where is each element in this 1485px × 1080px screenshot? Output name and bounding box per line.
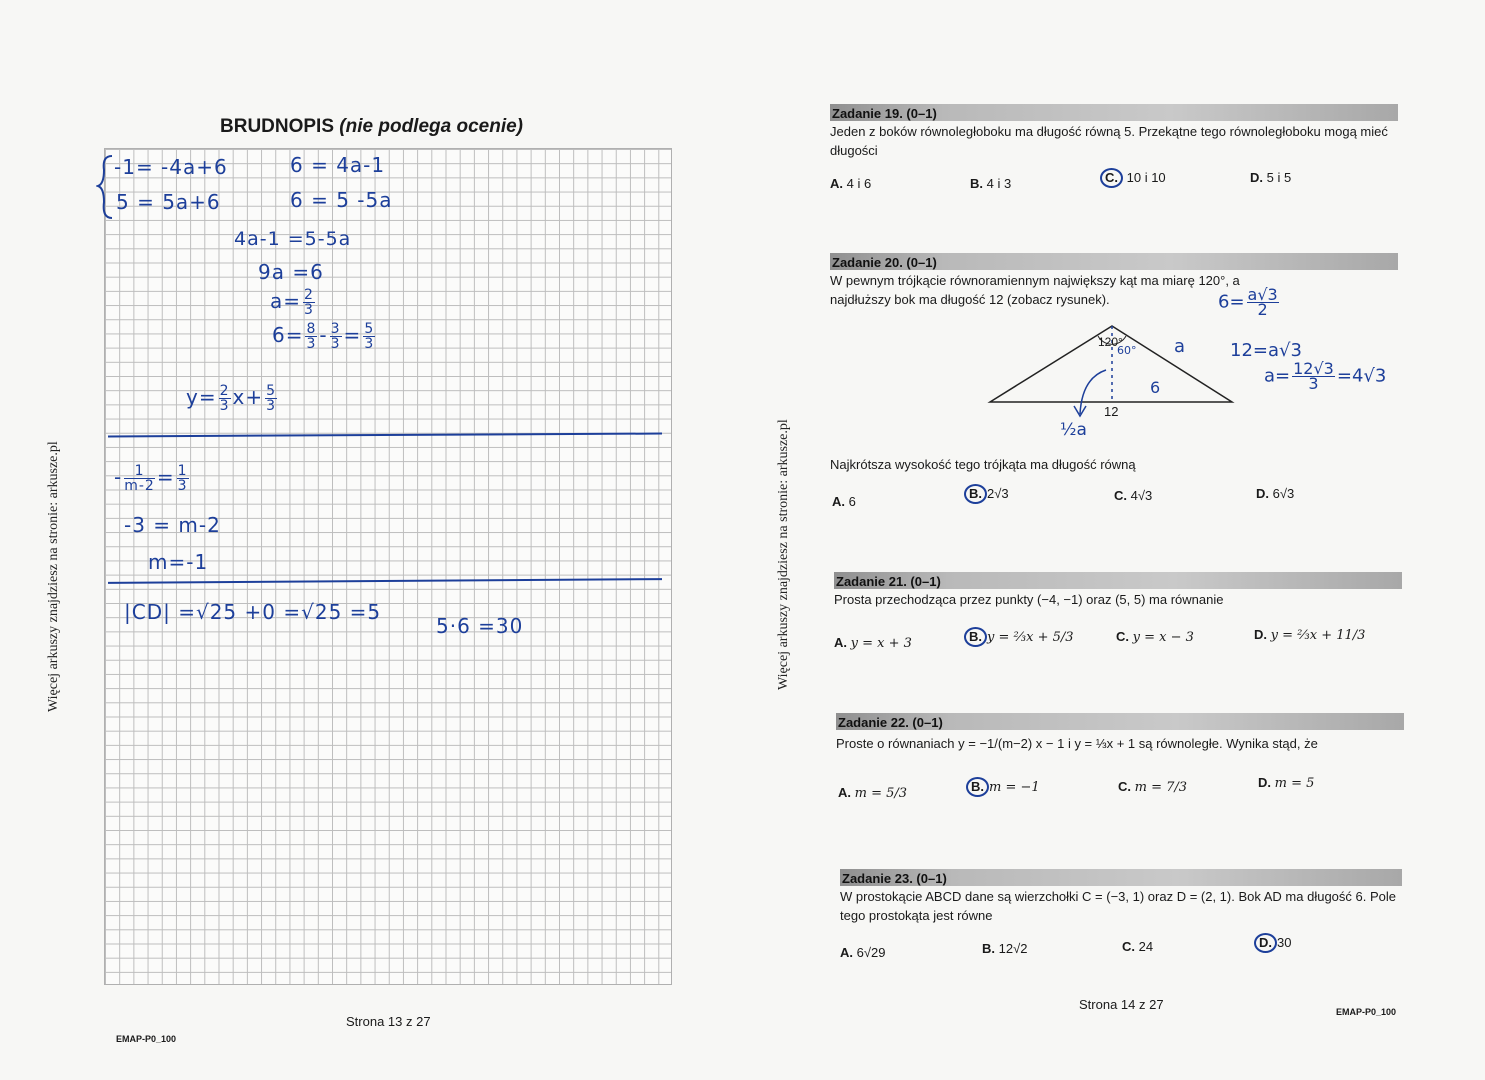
task-21 — [834, 572, 1402, 663]
answer-23-b-value: 12√2 — [998, 941, 1028, 956]
answer-23-b[interactable] — [982, 939, 1027, 958]
eq6-d1: 3 — [306, 336, 317, 352]
eq6-d3: 3 — [364, 336, 375, 352]
answer-19-a-value: 4 i 6 — [846, 176, 872, 191]
task-20-text: W pewnym trójkącie równoramiennym największy kąt ma miarę 120°, a najdłuższy bok ma długość 12 (zobacz rysunek). — [830, 273, 1240, 307]
answer-23-c[interactable] — [1122, 937, 1153, 956]
answer-22-a[interactable] — [838, 783, 907, 803]
answer-20-b[interactable] — [964, 484, 1009, 504]
figure-height-label: ½a — [1060, 420, 1087, 440]
answer-22-c-letter: C. — [1118, 779, 1131, 794]
task-20-question: Najkrótsza wysokość tego trójkąta ma długość równą — [830, 457, 1136, 472]
answer-19-c-letter: C. — [1100, 168, 1123, 188]
answer-23-a[interactable] — [840, 943, 885, 962]
answer-20-c-value: 4√3 — [1130, 488, 1153, 503]
height-arrow-path — [1080, 370, 1106, 414]
answer-21-d-letter: D. — [1254, 627, 1267, 642]
answer-19-b-value: 4 i 3 — [986, 176, 1012, 191]
line-n1: 2 — [219, 383, 230, 399]
task-23 — [840, 869, 1402, 973]
answer-19-d-letter: D. — [1250, 170, 1263, 185]
answer-21-c-value: y = x − 3 — [1132, 630, 1194, 645]
calc-l1-lhs: 6= — [1218, 291, 1245, 313]
side-note-left: Więcej arkuszy znajdziesz na stronie: arkusze.pl — [46, 441, 61, 712]
m-equation-3: m=-1 — [148, 550, 209, 574]
answer-23-c-letter: C. — [1122, 939, 1135, 954]
answer-21-d-value: y = ⅔x + 11/3 — [1270, 628, 1366, 643]
line-n2: 5 — [266, 383, 277, 399]
eq6-op: - — [319, 323, 328, 347]
m1-num: 1 — [124, 464, 155, 479]
eq6-frac-3 — [363, 322, 375, 351]
answer-20-c[interactable] — [1114, 486, 1152, 505]
draft-title — [220, 116, 523, 138]
answer-21-c[interactable] — [1116, 627, 1194, 647]
task-23-answers — [840, 935, 1402, 973]
answer-19-c[interactable] — [1100, 168, 1166, 188]
line-frac-1 — [219, 384, 231, 413]
system-eq-1: -1= -4a+6 — [114, 155, 228, 179]
task-19-header: Zadanie 19. (0–1) — [830, 104, 1398, 121]
answer-22-c[interactable] — [1118, 777, 1187, 797]
right-page — [742, 0, 1485, 1080]
footer-code-left: EMAP-P0_100 — [116, 1034, 177, 1044]
task-21-answers — [834, 627, 1402, 663]
page-number-left: Strona 13 z 27 — [346, 1014, 431, 1029]
task-20 — [830, 253, 1398, 309]
task-19-text: Jeden z boków równoległoboku ma długość równą 5. Przekątne tego równoległoboku mogą mieć długości — [830, 124, 1388, 158]
figure-side-a: a — [1174, 336, 1186, 357]
calc-l3-frac — [1292, 359, 1335, 393]
answer-19-c-value: 10 i 10 — [1126, 170, 1166, 185]
line-equation — [186, 384, 279, 413]
eq5-frac — [303, 288, 315, 317]
cd-length: |CD| =√25 +0 =√25 =5 — [124, 600, 382, 624]
answer-22-d-value: m = 5 — [1274, 776, 1315, 791]
m1-rden: 3 — [177, 478, 188, 494]
answer-21-a-letter: A. — [834, 635, 847, 650]
eq6-n3: 5 — [364, 321, 375, 337]
line-d1: 3 — [219, 398, 230, 414]
work-eq-4: 9a =6 — [258, 260, 324, 284]
m1-frac-left — [124, 464, 155, 493]
answer-19-b-letter: B. — [970, 176, 983, 191]
m-equation-1 — [114, 464, 191, 493]
footer-code-right: EMAP-P0_100 — [1336, 1007, 1397, 1017]
work-eq-3: 4a-1 =5-5a — [234, 228, 352, 250]
line-x: x+ — [232, 385, 264, 409]
answer-23-d[interactable] — [1254, 933, 1291, 953]
system-brace-icon — [96, 152, 116, 222]
draft-title-main: BRUDNOPIS — [220, 116, 335, 137]
calc-l3-den: 3 — [1308, 374, 1319, 393]
figure-seg-6: 6 — [1150, 378, 1161, 397]
m1-rnum: 1 — [177, 463, 188, 479]
side-note-right: Więcej arkuszy znajdziesz na stronie: arkusze.pl — [776, 419, 791, 690]
eq6-lhs: 6= — [272, 323, 304, 347]
answer-21-b-value: y = ⅔x + 5/3 — [987, 630, 1074, 645]
answer-19-a-letter: A. — [830, 176, 843, 191]
answer-22-c-value: m = 7/3 — [1134, 780, 1188, 795]
task-20-header: Zadanie 20. (0–1) — [830, 253, 1398, 270]
answer-20-d-value: 6√3 — [1272, 486, 1295, 501]
answer-21-a-value: y = x + 3 — [850, 636, 912, 651]
work-eq-1: 6 = 4a-1 — [290, 153, 386, 177]
work-eq-2: 6 = 5 -5a — [290, 188, 393, 212]
calc-l1-den: 2 — [1257, 300, 1268, 319]
task-23-header: Zadanie 23. (0–1) — [840, 869, 1402, 886]
answer-20-b-value: 2√3 — [987, 486, 1009, 501]
answer-20-a[interactable] — [832, 492, 856, 511]
left-page — [0, 0, 742, 1080]
answer-19-d[interactable] — [1250, 168, 1291, 187]
work-eq-5 — [270, 288, 317, 317]
calc-l1-num: a√3 — [1247, 285, 1278, 304]
answer-19-d-value: 5 i 5 — [1266, 170, 1292, 185]
answer-21-d[interactable] — [1254, 625, 1365, 645]
eq6-d2: 3 — [330, 336, 341, 352]
line-y: y= — [186, 385, 217, 409]
answer-19-a[interactable] — [830, 174, 871, 193]
task-21-header: Zadanie 21. (0–1) — [834, 572, 1402, 589]
eq6-frac-1 — [305, 322, 317, 351]
eq5-lhs: a= — [270, 289, 302, 313]
m1-den: m-2 — [124, 478, 155, 494]
answer-22-a-value: m = 5/3 — [854, 786, 908, 801]
answer-23-a-value: 6√29 — [856, 945, 886, 960]
answer-21-c-letter: C. — [1116, 629, 1129, 644]
answer-21-b-letter: B. — [964, 627, 987, 647]
eq5-num: 2 — [304, 287, 314, 303]
eq5-den: 3 — [304, 302, 314, 318]
answer-22-a-letter: A. — [838, 785, 851, 800]
page-number-right: Strona 14 z 27 — [1079, 997, 1164, 1012]
answer-23-d-value: 30 — [1277, 935, 1292, 950]
task-22 — [836, 713, 1404, 813]
answer-20-a-letter: A. — [832, 494, 845, 509]
answer-23-a-letter: A. — [840, 945, 853, 960]
calc-l3-num: 12√3 — [1293, 359, 1334, 378]
figure-half-angle: 60° — [1117, 344, 1137, 357]
calc-l3-lhs: a= — [1264, 365, 1291, 387]
task-22-header: Zadanie 22. (0–1) — [836, 713, 1404, 730]
answer-21-b[interactable] — [964, 627, 1074, 647]
task-20-answers — [830, 486, 1398, 522]
calc-line-2: 12=a√3 — [1230, 340, 1302, 361]
m1-frac-right — [177, 464, 189, 493]
answer-22-b-value: m = −1 — [989, 780, 1040, 795]
work-eq-6 — [272, 322, 377, 351]
calc-line-1 — [1218, 285, 1281, 319]
answer-22-d[interactable] — [1258, 773, 1314, 793]
task-22-text: Proste o równaniach y = −1/(m−2) x − 1 i y = ⅓x + 1 są równoległe. Wynika stąd, że — [836, 736, 1318, 751]
answer-23-d-letter: D. — [1254, 933, 1277, 953]
answer-21-a[interactable] — [834, 633, 912, 653]
answer-23-b-letter: B. — [982, 941, 995, 956]
task-23-text: W prostokącie ABCD dane są wierzchołki C = (−3, 1) oraz D = (2, 1). Bok AD ma długość 6. Pole tego prostokąta jest równe — [840, 889, 1396, 923]
answer-20-a-value: 6 — [848, 494, 856, 509]
answer-22-b-letter: B. — [966, 777, 989, 797]
eq6-eq: = — [343, 323, 362, 347]
answer-20-b-letter: B. — [964, 484, 987, 504]
answer-22-d-letter: D. — [1258, 775, 1271, 790]
eq6-n2: 3 — [330, 321, 341, 337]
calc-l1-frac — [1247, 285, 1279, 319]
task-19-answers — [830, 170, 1398, 204]
system-eq-2: 5 = 5a+6 — [116, 190, 221, 214]
task-19 — [830, 104, 1398, 204]
task-20-question-block — [830, 454, 1398, 522]
answer-22-b[interactable] — [966, 777, 1040, 797]
m1-minus: - — [114, 465, 123, 489]
answer-23-c-value: 24 — [1138, 939, 1154, 954]
answer-20-d[interactable] — [1256, 484, 1294, 503]
eq6-n1: 8 — [306, 321, 317, 337]
task-21-text: Prosta przechodząca przez punkty (−4, −1) oraz (5, 5) ma równanie — [834, 592, 1224, 607]
figure-base-12: 12 — [1104, 404, 1119, 419]
eq6-frac-2 — [330, 322, 342, 351]
figure-angle-label: 120° — [1098, 335, 1123, 349]
answer-20-d-letter: D. — [1256, 486, 1269, 501]
line-d2: 3 — [266, 398, 277, 414]
answer-20-c-letter: C. — [1114, 488, 1127, 503]
line-frac-2 — [265, 384, 277, 413]
calc-line-3 — [1264, 359, 1387, 393]
m1-eq: = — [156, 465, 175, 489]
m-equation-2: -3 = m-2 — [124, 513, 221, 537]
answer-19-b[interactable] — [970, 174, 1011, 193]
task-22-answers — [836, 775, 1404, 813]
calc-l3-rhs: =4√3 — [1336, 365, 1387, 387]
draft-title-italic: (nie podlega ocenie) — [339, 116, 523, 137]
area-calc: 5·6 =30 — [436, 614, 524, 638]
